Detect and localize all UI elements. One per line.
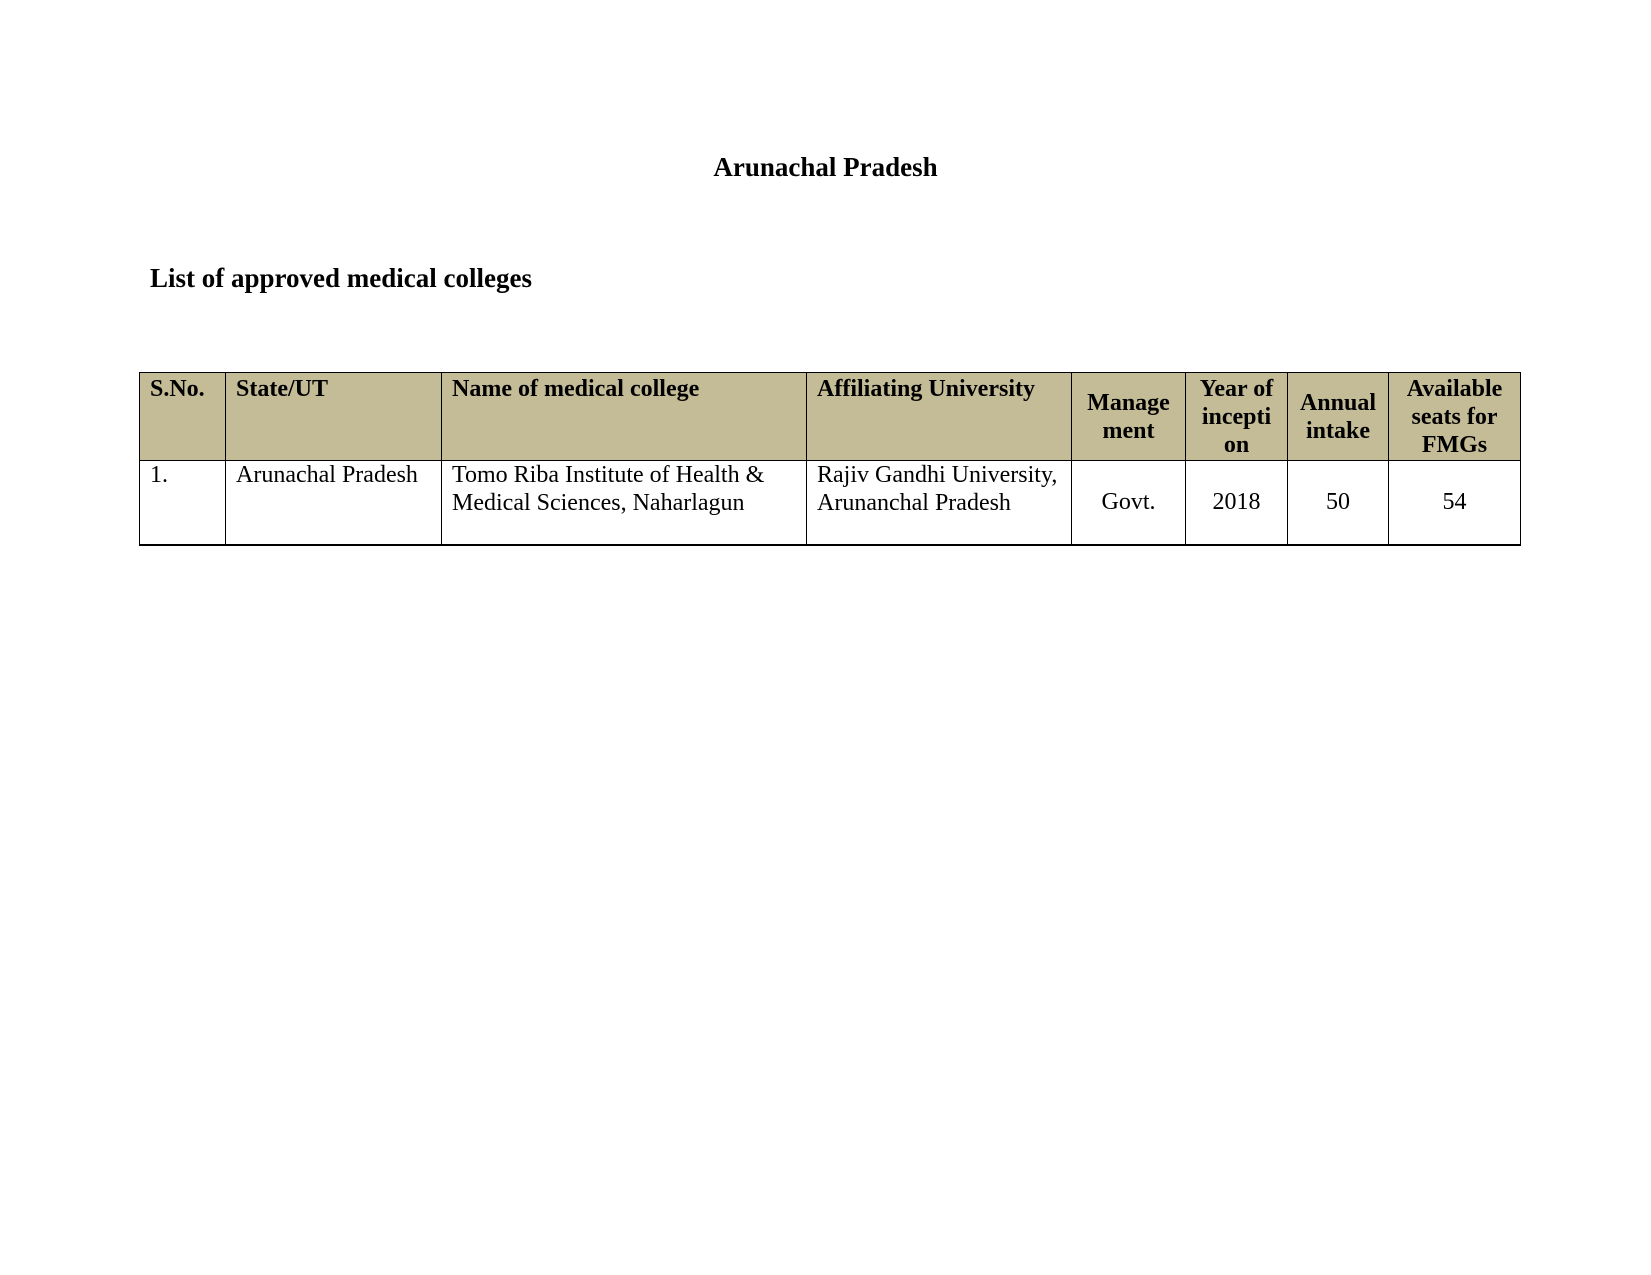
- medical-colleges-table: [139, 372, 1521, 546]
- header-state-ut: State/UT: [226, 373, 442, 461]
- cell-sno: 1.: [140, 461, 226, 545]
- cell-college-name: Tomo Riba Institute of Health & Medical Sciences, Naharlagun: [442, 461, 807, 545]
- header-available-seats-fmgs: Available seats for FMGs: [1389, 373, 1521, 461]
- header-college-name: Name of medical college: [442, 373, 807, 461]
- header-management: Manage ment: [1072, 373, 1186, 461]
- table-header-row: [140, 373, 1521, 461]
- section-title: List of approved medical colleges: [150, 263, 532, 293]
- cell-available-seats-fmgs: 54: [1389, 461, 1521, 545]
- page-title: Arunachal Pradesh: [713, 152, 938, 182]
- cell-management: Govt.: [1072, 461, 1186, 545]
- header-sno: S.No.: [140, 373, 226, 461]
- cell-affiliating-university: Rajiv Gandhi University, Arunanchal Pradesh: [807, 461, 1072, 545]
- cell-annual-intake: 50: [1288, 461, 1389, 545]
- header-annual-intake: Annual intake: [1288, 373, 1389, 461]
- header-affiliating-university: Affiliating University: [807, 373, 1072, 461]
- cell-state: Arunachal Pradesh: [226, 461, 442, 545]
- table-row: [140, 461, 1521, 545]
- cell-year-of-inception: 2018: [1186, 461, 1288, 545]
- header-year-of-inception: Year of incepti on: [1186, 373, 1288, 461]
